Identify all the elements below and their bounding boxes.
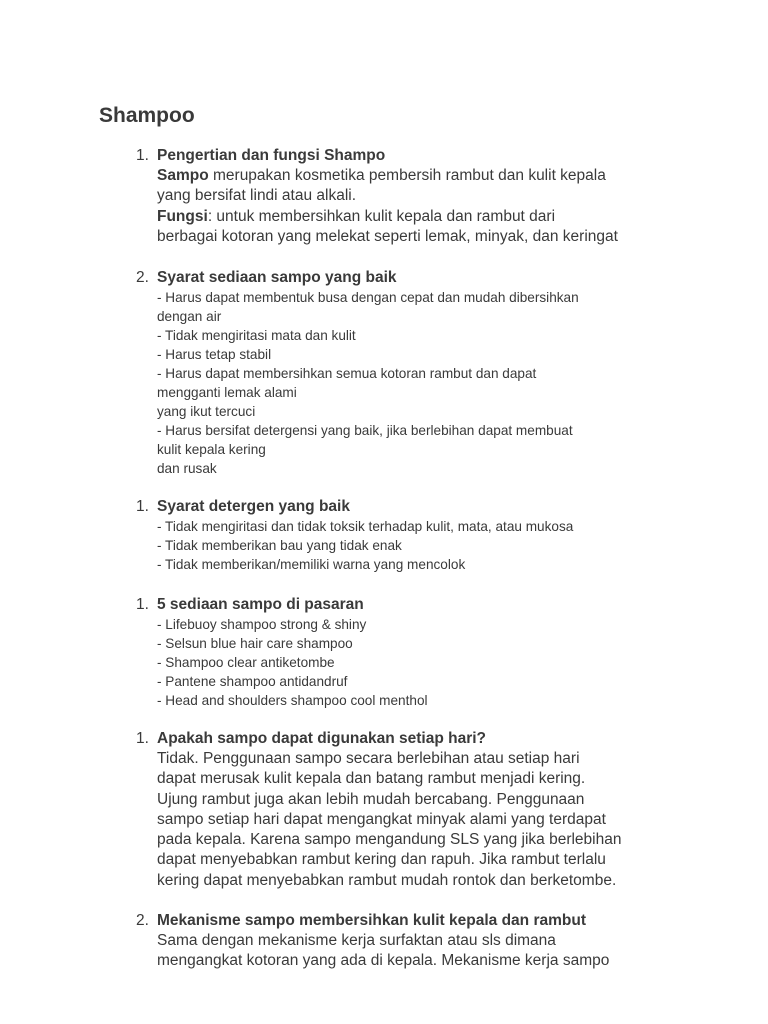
section-heading: 5 sediaan sampo di pasaran (157, 596, 364, 613)
list-number: 1. (136, 498, 149, 515)
term-label: Fungsi (157, 207, 208, 225)
text-line: kering dapat menyebabkan rambut mudah rontok dan berketombe. (157, 871, 617, 889)
text-line: dapat menyebabkan rambut kering dan rapuh. Jika rambut terlalu (157, 851, 606, 869)
list-item: - Tidak memberikan bau yang tidak enak (157, 538, 402, 553)
text-line: mengangkat kotoran yang ada di kepala. Mekanisme kerja sampo (157, 952, 610, 970)
list-item: - Tidak mengiritasi dan tidak toksik terhadap kulit, mata, atau mukosa (157, 519, 574, 534)
list-item: - Harus bersifat detergensi yang baik, jika berlebihan dapat membuat (157, 423, 573, 438)
list-number: 2. (136, 269, 149, 286)
text-line: berbagai kotoran yang melekat seperti lemak, minyak, dan keringat (157, 227, 618, 245)
list-item: dan rusak (157, 461, 217, 476)
text-line: yang bersifat lindi atau alkali. (157, 187, 357, 205)
list-item: - Harus dapat membersihkan semua kotoran rambut dan dapat (157, 366, 537, 381)
section-heading: Syarat detergen yang baik (157, 498, 350, 515)
section-heading: Mekanisme sampo membersihkan kulit kepala dan rambut (157, 912, 586, 929)
text-line: dapat merusak kulit kepala dan batang rambut menjadi kering. (157, 770, 586, 788)
list-item: kulit kepala kering (157, 442, 266, 457)
text-line: sampo setiap hari dapat mengangkat minyak alami yang terdapat (157, 810, 606, 828)
list-number: 1. (136, 147, 149, 164)
paragraph (157, 207, 696, 227)
list-number: 2. (136, 912, 149, 929)
section-syarat-detergen (136, 497, 696, 574)
section-pengertian (136, 146, 696, 247)
text-line: : untuk membersihkan kulit kepala dan rambut dari (207, 207, 556, 225)
section-heading: Syarat sediaan sampo yang baik (157, 269, 397, 286)
section-syarat-sampo (136, 268, 696, 478)
list-item: - Head and shoulders shampoo cool menthol (157, 693, 428, 708)
paragraph (157, 166, 696, 186)
section-setiap-hari (136, 729, 696, 891)
section-heading: Apakah sampo dapat digunakan setiap hari? (157, 730, 487, 747)
list-item: - Selsun blue hair care shampoo (157, 636, 353, 651)
text-line: Tidak. Penggunaan sampo secara berlebihan atau setiap hari (157, 750, 580, 767)
list-number: 1. (136, 596, 149, 613)
list-item: - Harus dapat membentuk busa dengan cepat dan mudah dibersihkan (157, 290, 579, 305)
list-number: 1. (136, 730, 149, 747)
list-item: - Lifebuoy shampoo strong & shiny (157, 617, 367, 632)
list-item: - Pantene shampoo antidandruf (157, 674, 348, 689)
list-item: - Shampoo clear antiketombe (157, 655, 335, 670)
term-label: Sampo (157, 167, 209, 184)
text-line: Sama dengan mekanisme kerja surfaktan atau sls dimana (157, 932, 556, 949)
list-item: mengganti lemak alami (157, 385, 297, 400)
list-item: dengan air (157, 309, 222, 324)
section-heading: Pengertian dan fungsi Shampo (157, 147, 386, 164)
list-item: - Tidak memberikan/memiliki warna yang mencolok (157, 557, 466, 572)
page-title: Shampoo (99, 104, 195, 127)
list-item: - Tidak mengiritasi mata dan kulit (157, 328, 356, 343)
section-sediaan-sampo (136, 595, 696, 710)
section-mekanisme (136, 911, 696, 972)
text-line: pada kepala. Karena sampo mengandung SLS yang jika berlebihan (157, 831, 622, 849)
list-item: yang ikut tercuci (157, 404, 256, 419)
text-line: merupakan kosmetika pembersih rambut dan kulit kepala (208, 167, 606, 184)
text-line: Ujung rambut juga akan lebih mudah bercabang. Penggunaan (157, 790, 585, 808)
list-item: - Harus tetap stabil (157, 347, 272, 362)
